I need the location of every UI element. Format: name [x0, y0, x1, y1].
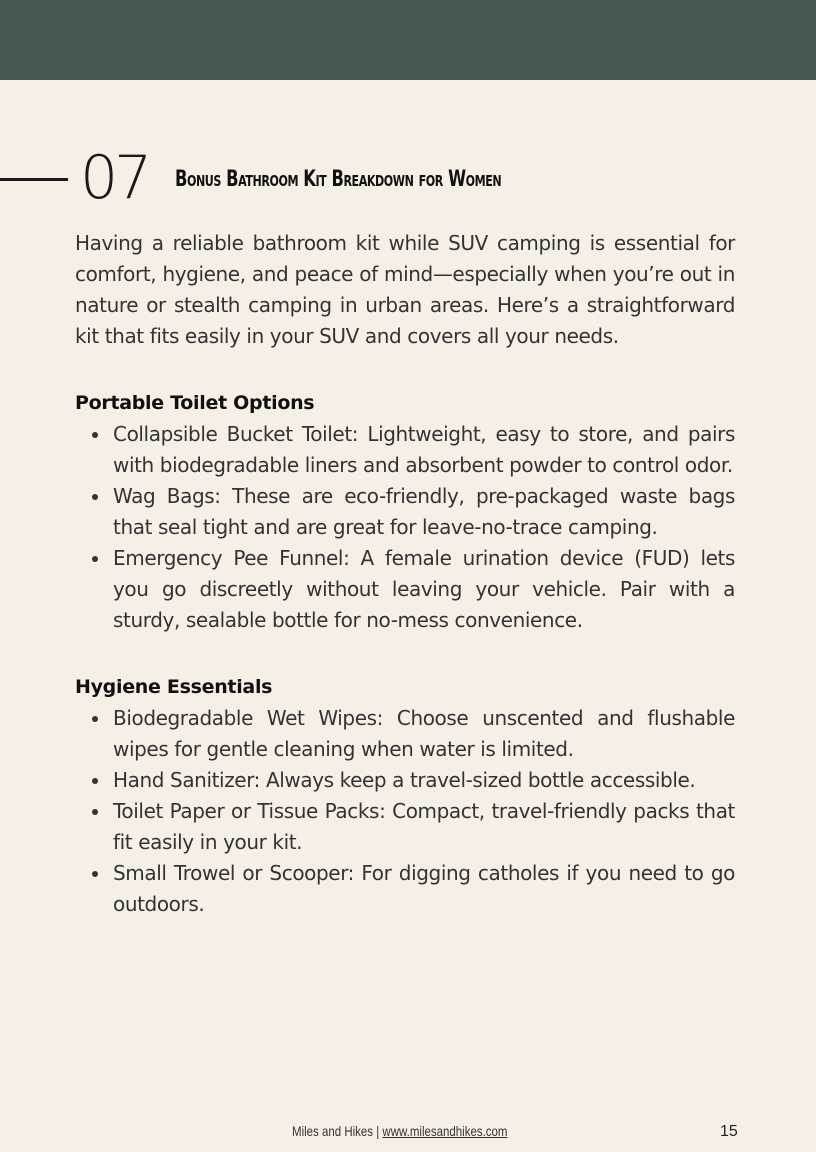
- chapter-number: 07: [80, 143, 149, 213]
- section-title: Hygiene Essentials: [75, 676, 273, 698]
- bullet-icon: [92, 809, 98, 815]
- list-item: [113, 703, 735, 765]
- list-item: [113, 858, 735, 920]
- list-item: [113, 419, 735, 481]
- list-item-text: Emergency Pee Funnel: A female urination device (FUD) lets you go discreetly without leaving your vehicle. Pair with a sturdy, sealable bottle for no-mess convenience.: [113, 546, 735, 632]
- list-item: [113, 765, 735, 796]
- intro-paragraph: Having a reliable bathroom kit while SUV camping is essential for comfort, hygiene, and peace of mind—especially when you’re out in nature or stealth camping in urban areas. Here’s a straightforward kit that fits easily in your SUV and covers all your needs.: [75, 231, 735, 348]
- bullet-icon: [92, 494, 98, 500]
- item-list: [75, 703, 735, 920]
- list-item-text: Toilet Paper or Tissue Packs: Compact, travel-friendly packs that fit easily in your kit.: [113, 799, 735, 854]
- footer-separator: |: [373, 1123, 383, 1139]
- section-portable-toilet-options: [75, 388, 735, 636]
- list-item: [113, 796, 735, 858]
- bullet-icon: [92, 716, 98, 722]
- bullet-icon: [92, 778, 98, 784]
- list-item: [113, 543, 735, 636]
- list-item: [113, 481, 735, 543]
- footer-brand: Miles and Hikes: [292, 1123, 374, 1139]
- page-number: 15: [720, 1123, 738, 1140]
- list-item-text: Small Trowel or Scooper: For digging catholes if you need to go outdoors.: [113, 861, 735, 916]
- chapter-title: Bonus Bathroom Kit Breakdown for Women: [175, 167, 502, 192]
- bullet-icon: [92, 432, 98, 438]
- bullet-icon: [92, 871, 98, 877]
- footer-website-link[interactable]: www.milesandhikes.com: [382, 1123, 508, 1139]
- section-title: Portable Toilet Options: [75, 392, 315, 414]
- heading-rule: [0, 178, 68, 181]
- page-content: [75, 228, 735, 920]
- list-item-text: Hand Sanitizer: Always keep a travel-sized bottle accessible.: [113, 768, 696, 792]
- footer-credit: [292, 1121, 507, 1141]
- list-item-text: Biodegradable Wet Wipes: Choose unscented and flushable wipes for gentle cleaning when water is limited.: [113, 706, 735, 761]
- bullet-icon: [92, 556, 98, 562]
- section-hygiene-essentials: [75, 672, 735, 920]
- list-item-text: Wag Bags: These are eco-friendly, pre-packaged waste bags that seal tight and are great for leave-no-trace camping.: [113, 484, 735, 539]
- list-item-text: Collapsible Bucket Toilet: Lightweight, easy to store, and pairs with biodegradable liners and absorbent powder to control odor.: [113, 422, 735, 477]
- header-band: [0, 0, 816, 80]
- item-list: [75, 419, 735, 636]
